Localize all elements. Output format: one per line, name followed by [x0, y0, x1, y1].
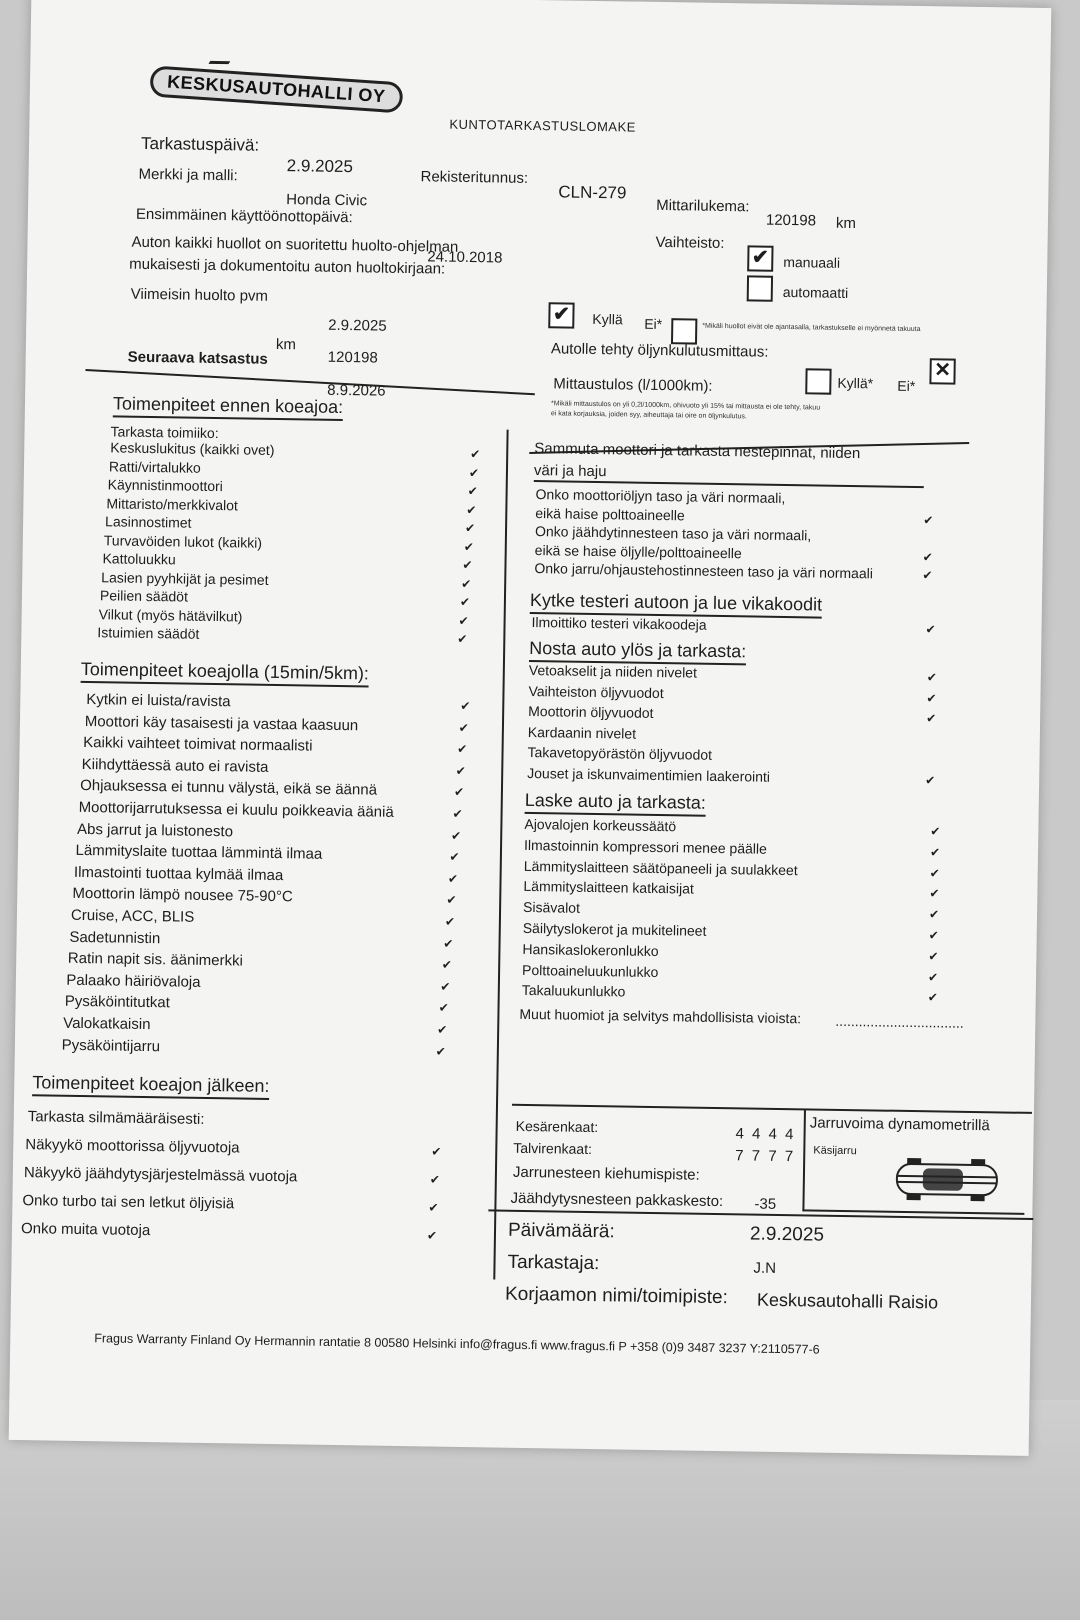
checklist-item-label: Ilmastointi tuottaa kylmää ilmaa — [73, 863, 284, 884]
checkmark-icon[interactable]: ✔ — [440, 979, 451, 994]
summer-tires-label: Kesärenkaat: — [515, 1117, 599, 1136]
inspection-date-label: Tarkastuspäivä: — [140, 133, 260, 155]
form-title: KUNTOTARKASTUSLOMAKE — [449, 116, 637, 135]
inspection-form — [9, 0, 1052, 1456]
oil-yes-checkbox[interactable] — [805, 368, 831, 394]
checklist-item-label: Näkyykö moottorissa öljyvuotoja — [25, 1136, 240, 1157]
car-top-view-icon — [893, 1156, 1004, 1204]
checkmark-icon[interactable]: ✔ — [457, 631, 468, 647]
post-drive-subtitle: Tarkasta silmämääräisesti: — [27, 1108, 205, 1128]
reg-label: Rekisteritunnus: — [420, 168, 529, 187]
checkmark-icon[interactable]: ✔ — [927, 969, 939, 985]
checkmark-icon[interactable]: ✔ — [453, 785, 465, 800]
tester-title: Kytke testeri autoon ja lue vikakoodit — [530, 590, 823, 619]
checklist-item-label: Ilmastoinnin kompressori menee päälle — [523, 836, 767, 857]
inspector-value: J.N — [753, 1259, 777, 1277]
checkmark-icon[interactable]: ✔ — [928, 949, 939, 964]
checkmark-icon[interactable]: ✔ — [450, 828, 462, 843]
checklist-item-label: Takavetopyörästön öljyvuodot — [527, 743, 713, 763]
checklist-item-label: Onko moottoriöljyn taso ja väri normaali, — [535, 486, 786, 506]
checklist-item-label: Istuimien säädöt — [97, 624, 200, 642]
pre-drive-subtitle: Tarkasta toimiiko: — [110, 423, 219, 442]
checkmark-icon[interactable]: ✔ — [429, 1172, 441, 1187]
checkmark-icon[interactable]: ✔ — [467, 483, 478, 499]
checkmark-icon[interactable]: ✔ — [928, 907, 940, 922]
checklist-item-label: Näkyykö jäähdytysjärjestelmässä vuotoja — [23, 1164, 298, 1186]
checklist-item-label: Cruise, ACC, BLIS — [70, 906, 195, 926]
checklist-item-label: eikä se haise öljylle/polttoaineelle — [534, 541, 742, 561]
date-value: 2.9.2025 — [749, 1223, 825, 1246]
make-label: Merkki ja malli: — [138, 165, 238, 185]
checklist-item-label: Lämmityslaitteen säätöpaneeli ja suulakkeet — [523, 857, 798, 878]
checklist-item-label: Moottori käy tasaisesti ja vastaa kaasuun — [84, 712, 359, 734]
workshop-label: Korjaamon nimi/toimipiste: — [504, 1283, 728, 1309]
checklist-item-label: Abs jarrut ja luistonesto — [76, 820, 234, 840]
checkmark-icon[interactable]: ✔ — [929, 865, 940, 881]
checklist-item-label: Kaikki vaihteet toimivat normaalisti — [83, 734, 313, 755]
checkmark-icon[interactable]: ✔ — [443, 936, 454, 951]
last-service-label: Viimeisin huolto pvm — [130, 285, 269, 305]
checkmark-icon[interactable]: ✔ — [927, 990, 938, 1005]
checklist-item-label: Kiihdyttäessä auto ei ravista — [81, 755, 269, 776]
date-label: Päivämäärä: — [507, 1219, 615, 1243]
column-divider — [493, 430, 508, 1280]
lift-title: Nosta auto ylös ja tarkasta: — [529, 638, 746, 665]
checklist-item-label: Moottorin öljyvuodot — [528, 702, 654, 721]
checkmark-icon[interactable]: ✔ — [446, 893, 457, 908]
checklist-item-label: Mittaristo/merkkivalot — [106, 494, 239, 513]
automatic-label: automaatti — [782, 283, 849, 301]
automatic-checkbox[interactable] — [747, 275, 773, 301]
company-logo: KESKUSAUTOHALLI OY — [149, 65, 403, 113]
make-value: Honda Civic — [286, 191, 368, 210]
checkmark-icon[interactable]: ✔ — [457, 742, 468, 757]
checklist-item-label: Lasinnostimet — [105, 513, 192, 531]
gearbox-label: Vaihteisto: — [655, 233, 725, 252]
oil-no-checkbox[interactable]: ✕ — [929, 358, 955, 384]
checklist-item-label: Kardaanin nivelet — [527, 723, 637, 742]
checkmark-icon[interactable]: ✔ — [926, 690, 937, 705]
checklist-item-label: Ilmoittiko testeri vikakoodeja — [531, 614, 707, 633]
checkmark-icon[interactable]: ✔ — [468, 465, 480, 480]
checklist-item-label: Lämmityslaitteen katkaisijat — [523, 878, 694, 897]
brake-fluid-label: Jarrunesteen kiehumispiste: — [512, 1163, 700, 1184]
checkmark-icon[interactable]: ✔ — [444, 914, 456, 929]
checkmark-icon[interactable]: ✔ — [461, 576, 472, 591]
checkmark-icon[interactable]: ✔ — [452, 806, 463, 821]
checklist-item-label: Vetoakselit ja niiden nivelet — [528, 661, 698, 681]
handbrake-label: Käsijarru — [813, 1144, 857, 1158]
service-text-2: mukaisesti ja dokumentoitu auton huoltokirjaan: — [129, 255, 446, 278]
checklist-item-label: Peilien säädöt — [99, 587, 189, 605]
odometer-value: 120198 — [765, 211, 817, 230]
checklist-item-label: Pysäköintitutkat — [64, 993, 170, 1012]
checkmark-icon[interactable]: ✔ — [435, 1044, 446, 1059]
checklist-item-label: Moottorin lämpö nousee 75-90°C — [72, 885, 293, 906]
checklist-item-label: Vilkut (myös hätävilkut) — [98, 605, 243, 624]
checkmark-icon[interactable]: ✔ — [431, 1144, 442, 1159]
checklist-item-label: Säilytyslokerot ja mukitelineet — [522, 919, 707, 939]
checklist-item-label: Lasien pyyhkijät ja pesimet — [101, 568, 269, 588]
checkmark-icon[interactable]: ✔ — [455, 763, 466, 778]
oil-result-note-2: ei kata korjauksia, joiden syy, aiheuttaja tai oire on öljynkulutus. — [550, 410, 747, 421]
service-yes-checkbox[interactable]: ✔ — [548, 302, 574, 328]
next-inspection-date: 8.9.2026 — [327, 381, 386, 400]
checklist-item-label: Onko muita vuotoja — [20, 1220, 151, 1240]
checklist-item-label: Lämmityslaite tuottaa lämmintä ilmaa — [75, 842, 323, 863]
fluids-title-1: Sammuta moottori ja tarkasta nestepinnat, niiden — [534, 440, 861, 463]
divider-left — [85, 369, 534, 395]
checkmark-icon[interactable]: ✔ — [458, 720, 469, 735]
checkmark-icon[interactable]: ✔ — [447, 871, 459, 886]
checkmark-icon[interactable]: ✔ — [470, 447, 481, 462]
pre-drive-title: Toimenpiteet ennen koeajoa: — [113, 393, 344, 421]
reg-value: CLN-279 — [558, 182, 627, 203]
odometer-unit: km — [835, 214, 857, 233]
winter-tires-value: 7 7 7 7 — [735, 1147, 796, 1166]
checkmark-icon[interactable]: ✔ — [928, 928, 939, 943]
coolant-label: Jäähdytysnesteen pakkaskesto: — [510, 1189, 724, 1211]
checkmark-icon[interactable]: ✔ — [437, 1022, 448, 1037]
checkmark-icon[interactable]: ✔ — [926, 711, 937, 726]
checklist-item-label: Kytkin ei luista/ravista — [86, 691, 231, 711]
last-service-date: 2.9.2025 — [328, 316, 387, 335]
oil-measure-label: Autolle tehty öljynkulutusmittaus: — [550, 340, 769, 361]
oil-result-note-1: *Mikäli mittaustulos on yli 0,2l/1000km, ohivuoto yli 15% tai mittausta ei ole tehty, takuu — [550, 400, 821, 412]
checklist-item-label: Moottorijarrutuksessa ei kuulu poikkeavia ääniä — [78, 798, 394, 821]
service-text-1: Auton kaikki huollot on suoritettu huolto-ohjelman — [131, 233, 459, 256]
service-note: *Mikäli huollot eivät ole ajantasalla, tarkastukselle ei myönnetä takuuta — [702, 322, 921, 334]
manual-checkbox[interactable]: ✔ — [747, 245, 773, 271]
checklist-item-label: Onko jarru/ohjaustehostinnesteen taso ja väri normaali — [534, 560, 874, 582]
checkmark-icon[interactable]: ✔ — [459, 594, 471, 610]
checkmark-icon[interactable]: ✔ — [923, 512, 934, 527]
checklist-item-label: Palaako häiriövaloja — [66, 971, 201, 991]
odometer-label: Mittarilukema: — [656, 196, 750, 216]
checkmark-icon[interactable]: ✔ — [925, 772, 936, 787]
checkmark-icon[interactable]: ✔ — [458, 613, 469, 628]
summer-tires-value: 4 4 4 4 — [735, 1125, 796, 1144]
checkmark-icon[interactable]: ✔ — [426, 1228, 438, 1243]
checklist-item-label: Jouset ja iskunvaimentimien laakerointi — [527, 764, 771, 785]
checkmark-icon[interactable]: ✔ — [462, 557, 473, 573]
winter-tires-label: Talvirenkaat: — [513, 1139, 593, 1158]
workshop-value: Keskusautohalli Raisio — [756, 1289, 939, 1313]
checkmark-icon[interactable]: ✔ — [922, 549, 933, 564]
checkmark-icon[interactable]: ✔ — [438, 1000, 449, 1016]
checkmark-icon[interactable]: ✔ — [925, 622, 936, 637]
inspection-date: 2.9.2025 — [286, 156, 354, 177]
checkmark-icon[interactable]: ✔ — [428, 1200, 439, 1215]
checklist-item-label: Turvavöiden lukot (kaikki) — [103, 531, 263, 551]
checklist-item-label: eikä haise polttoaineelle — [535, 504, 685, 523]
checklist-item-label: Valokatkaisin — [63, 1014, 151, 1034]
checklist-item-label: Kattoluukku — [102, 550, 176, 568]
checklist-item-label: Sisävalot — [522, 899, 581, 916]
checkmark-icon[interactable]: ✔ — [441, 957, 452, 972]
manual-label: manuaali — [783, 253, 841, 271]
checklist-item-label: Onko jäähdytinnesteen taso ja väri normaali, — [534, 523, 812, 544]
checkmark-icon[interactable]: ✔ — [463, 539, 474, 554]
first-use-label: Ensimmäinen käyttöönottopäivä: — [135, 205, 353, 227]
checklist-item-label: Keskuslukitus (kaikki ovet) — [110, 439, 275, 458]
service-no-label: Ei* — [644, 315, 663, 333]
oil-result-label: Mittaustulos (l/1000km): — [553, 375, 713, 395]
checkmark-icon[interactable]: ✔ — [466, 502, 477, 517]
checkmark-icon[interactable]: ✔ — [930, 824, 941, 839]
notes-label: Muut huomiot ja selvitys mahdollisista vioista: — [519, 1005, 802, 1027]
test-drive-title: Toimenpiteet koeajolla (15min/5km): — [81, 659, 369, 688]
checkmark-icon[interactable]: ✔ — [449, 849, 460, 865]
checklist-item-label: Sadetunnistin — [69, 928, 161, 947]
coolant-value: -35 — [754, 1195, 777, 1213]
post-drive-title: Toimenpiteet koeajon jälkeen: — [32, 1072, 270, 1100]
checkmark-icon[interactable]: ✔ — [460, 698, 471, 714]
next-inspection-label: Seuraava katsastus — [127, 348, 268, 368]
checklist-item-label: Ajovalojen korkeussäätö — [524, 815, 677, 835]
oil-no-label: Ei* — [897, 377, 916, 395]
footer-contact: Fragus Warranty Finland Oy Hermannin rantatie 8 00580 Helsinki info@fragus.fi www.fragus.fi P +358 (0)9 3487 3237 Y:2110577-6 — [94, 1331, 820, 1357]
checklist-item-label: Ohjauksessa ei tunnu välystä, eikä se äännä — [80, 777, 378, 799]
checklist-item-label: Takaluukunlukko — [521, 982, 626, 1000]
checklist-item-label: Vaihteiston öljyvuodot — [528, 682, 664, 701]
checkmark-icon[interactable]: ✔ — [926, 670, 937, 685]
checklist-item-label: Pysäköintijarru — [61, 1036, 161, 1055]
checklist-item-label: Ratin napit sis. äänimerkki — [67, 949, 244, 970]
service-no-checkbox[interactable] — [671, 318, 697, 344]
oil-yes-label: Kyllä* — [837, 374, 874, 392]
checklist-item-label: Onko turbo tai sen letkut öljyisiä — [22, 1192, 235, 1213]
last-service-km: 120198 — [327, 348, 378, 367]
km-label: km — [275, 335, 297, 354]
checklist-item-label: Polttoaineluukunlukko — [522, 961, 659, 980]
checkmark-icon[interactable]: ✔ — [922, 568, 933, 583]
fluids-title-2: väri ja haju — [534, 462, 924, 488]
checkmark-icon[interactable]: ✔ — [929, 886, 940, 901]
inspector-label: Tarkastaja: — [507, 1251, 600, 1275]
notes-dotted-line[interactable]: ................................. — [835, 1012, 964, 1031]
first-use-date: 24.10.2018 — [427, 248, 503, 267]
checkmark-icon[interactable]: ✔ — [929, 845, 941, 860]
dyno-title: Jarruvoima dynamometrillä — [809, 1114, 990, 1135]
checklist-item-label: Hansikaslokeronlukko — [522, 940, 659, 959]
checklist-item-label: Käynnistinmoottori — [107, 476, 223, 495]
service-yes-label: Kyllä — [592, 310, 623, 328]
lower-title: Laske auto ja tarkasta: — [525, 790, 706, 817]
checklist-item-label: Ratti/virtalukko — [108, 457, 201, 476]
checkmark-icon[interactable]: ✔ — [464, 520, 476, 536]
